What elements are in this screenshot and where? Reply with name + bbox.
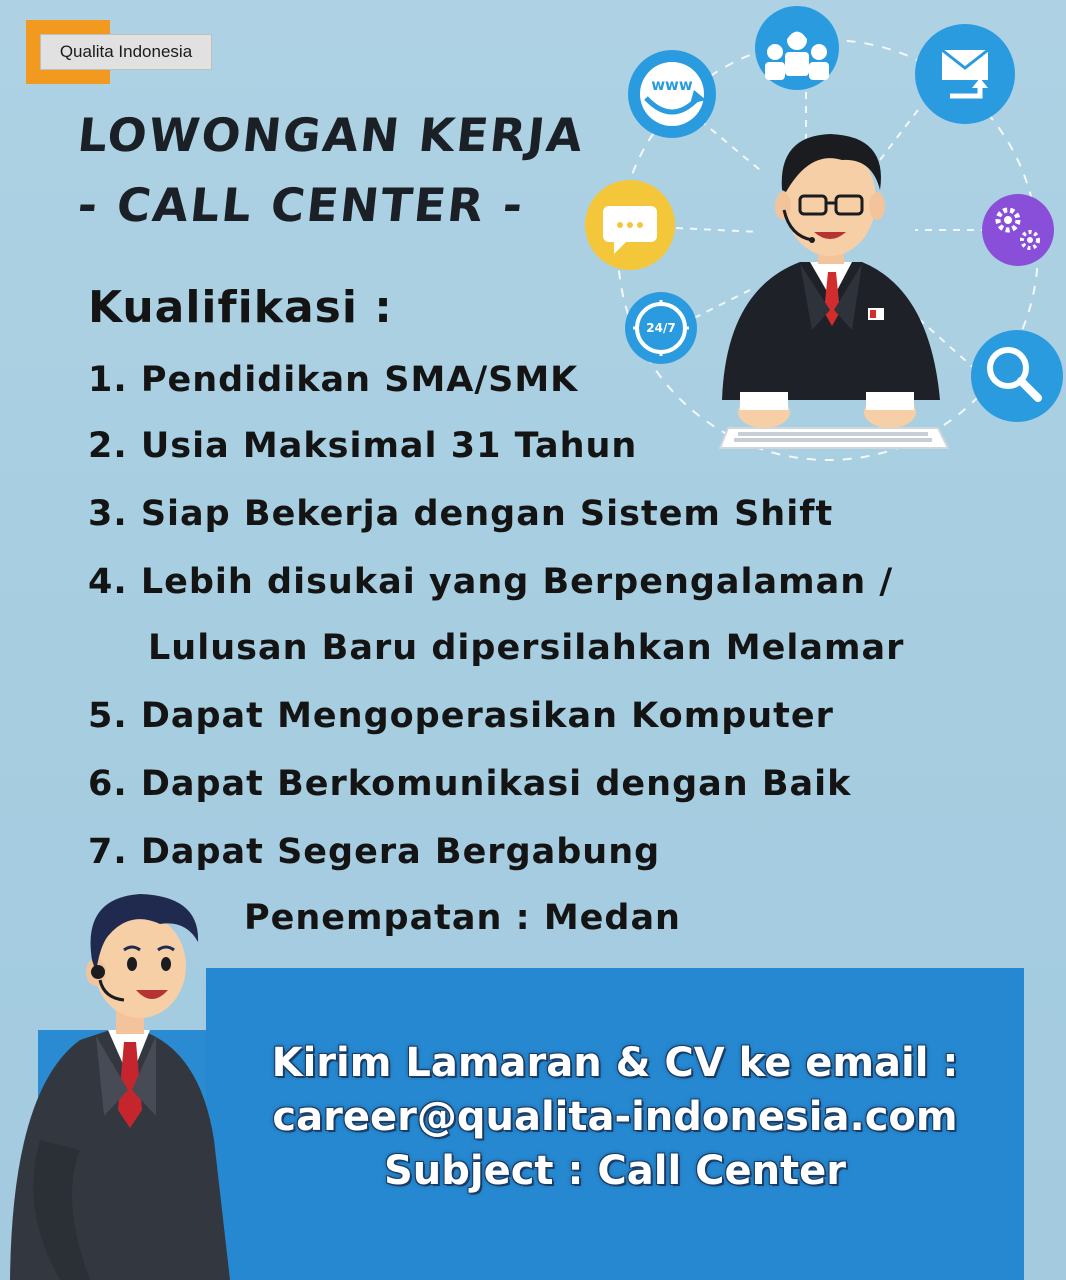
qualification-item: 5. Dapat Mengoperasikan Komputer xyxy=(88,696,834,736)
www-icon-label: www xyxy=(651,76,693,94)
qualifications-heading: Kualifikasi : xyxy=(88,282,393,333)
clock-24-7-icon xyxy=(625,292,697,364)
qualification-item: 1. Pendidikan SMA/SMK xyxy=(88,360,579,400)
qualification-item: 4. Lebih disukai yang Berpengalaman / xyxy=(88,562,894,602)
brand-name: Qualita Indonesia xyxy=(40,34,212,70)
qualification-item: 6. Dapat Berkomunikasi dengan Baik xyxy=(88,764,852,804)
qualification-item: 7. Dapat Segera Bergabung xyxy=(88,832,661,872)
contact-instruction: Kirim Lamaran & CV ke email : xyxy=(271,1040,959,1086)
team-support-icon xyxy=(755,6,839,90)
network-illustration xyxy=(0,0,1066,480)
poster-title: LOWONGAN KERJA xyxy=(75,108,588,162)
qualification-item: 3. Siap Bekerja dengan Sistem Shift xyxy=(88,494,834,534)
mail-icon xyxy=(915,24,1015,124)
contact-subject: Subject : Call Center xyxy=(383,1148,847,1194)
search-icon xyxy=(971,330,1063,422)
placement-location: Penempatan : Medan xyxy=(244,898,681,938)
chat-bubble-icon xyxy=(585,180,675,270)
www-icon xyxy=(628,50,716,138)
qualification-item: 2. Usia Maksimal 31 Tahun xyxy=(88,426,638,466)
contact-email[interactable]: career@qualita-indonesia.com xyxy=(272,1094,958,1140)
operator-illustration xyxy=(720,134,948,448)
qualification-item-continuation: Lulusan Baru dipersilahkan Melamar xyxy=(148,628,905,668)
clock-icon-label: 24/7 xyxy=(646,321,676,335)
poster-subtitle: - CALL CENTER - xyxy=(75,178,527,232)
gears-icon xyxy=(982,194,1054,266)
